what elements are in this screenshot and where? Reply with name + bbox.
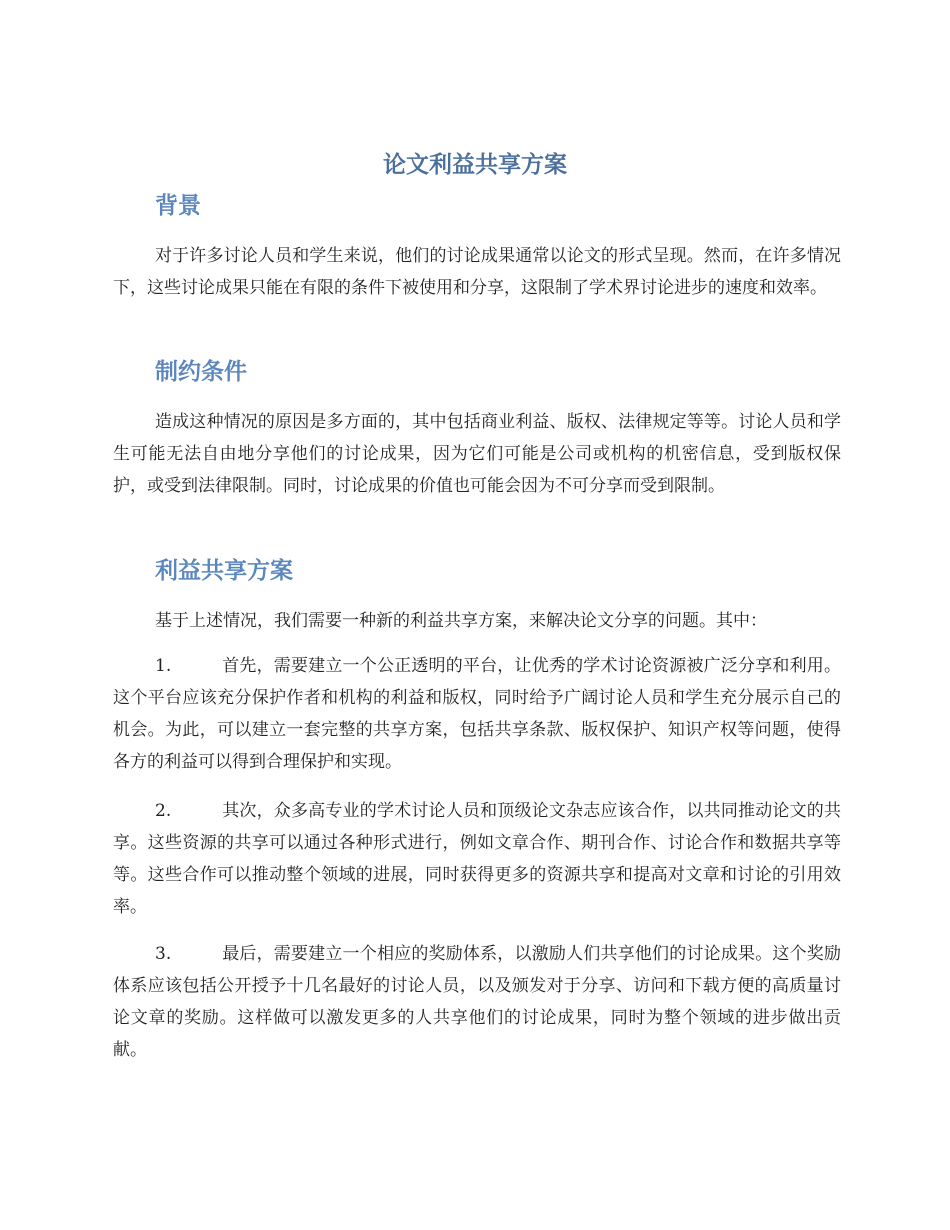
list-item-number: 2. — [155, 801, 172, 821]
sharing-plan-intro-paragraph: 基于上述情况，我们需要一种新的利益共享方案，来解决论文分享的问题。其中： — [155, 611, 767, 631]
section-heading-constraints: 制约条件 — [155, 359, 247, 385]
section-heading-background: 背景 — [155, 193, 201, 219]
list-item — [113, 650, 841, 778]
section-heading-sharing-plan: 利益共享方案 — [155, 558, 293, 584]
list-item — [113, 938, 841, 1066]
document-title: 论文利益共享方案 — [383, 152, 567, 178]
list-item-text: 首先，需要建立一个公正透明的平台，让优秀的学术讨论资源被广泛分享和利用。这个平台应该充分保护作者和机构的利益和版权，同时给予广阔讨论人员和学生充分展示自己的机会。为此，可以建立一套完整的共享方案，包括共享条款、版权保护、知识产权等问题，使得各方的利益可以得到合理保护和实现。 — [113, 656, 841, 772]
background-paragraph: 对于许多讨论人员和学生来说，他们的讨论成果通常以论文的形式呈现。然而，在许多情况下，这些讨论成果只能在有限的条件下被使用和分享，这限制了学术界讨论进步的速度和效率。 — [113, 246, 841, 298]
list-item-text: 其次，众多高专业的学术讨论人员和顶级论文杂志应该合作，以共同推动论文的共享。这些资源的共享可以通过各种形式进行，例如文章合作、期刊合作、讨论合作和数据共享等等。这些合作可以推动整个领域的进展，同时获得更多的资源共享和提高对文章和讨论的引用效率。 — [113, 801, 841, 917]
list-item-text: 最后，需要建立一个相应的奖励体系，以激励人们共享他们的讨论成果。这个奖励体系应该包括公开授予十几名最好的讨论人员，以及颁发对于分享、访问和下载方便的高质量讨论文章的奖励。这样做可以激发更多的人共享他们的讨论成果，同时为整个领域的进步做出贡献。 — [113, 944, 841, 1060]
list-item-number: 3. — [155, 944, 172, 964]
list-item — [113, 795, 841, 923]
list-item-number: 1. — [155, 656, 172, 676]
constraints-paragraph: 造成这种情况的原因是多方面的，其中包括商业利益、版权、法律规定等等。讨论人员和学生可能无法自由地分享他们的讨论成果，因为它们可能是公司或机构的机密信息，受到版权保护，或受到法律限制。同时，讨论成果的价值也可能会因为不可分享而受到限制。 — [113, 412, 841, 496]
